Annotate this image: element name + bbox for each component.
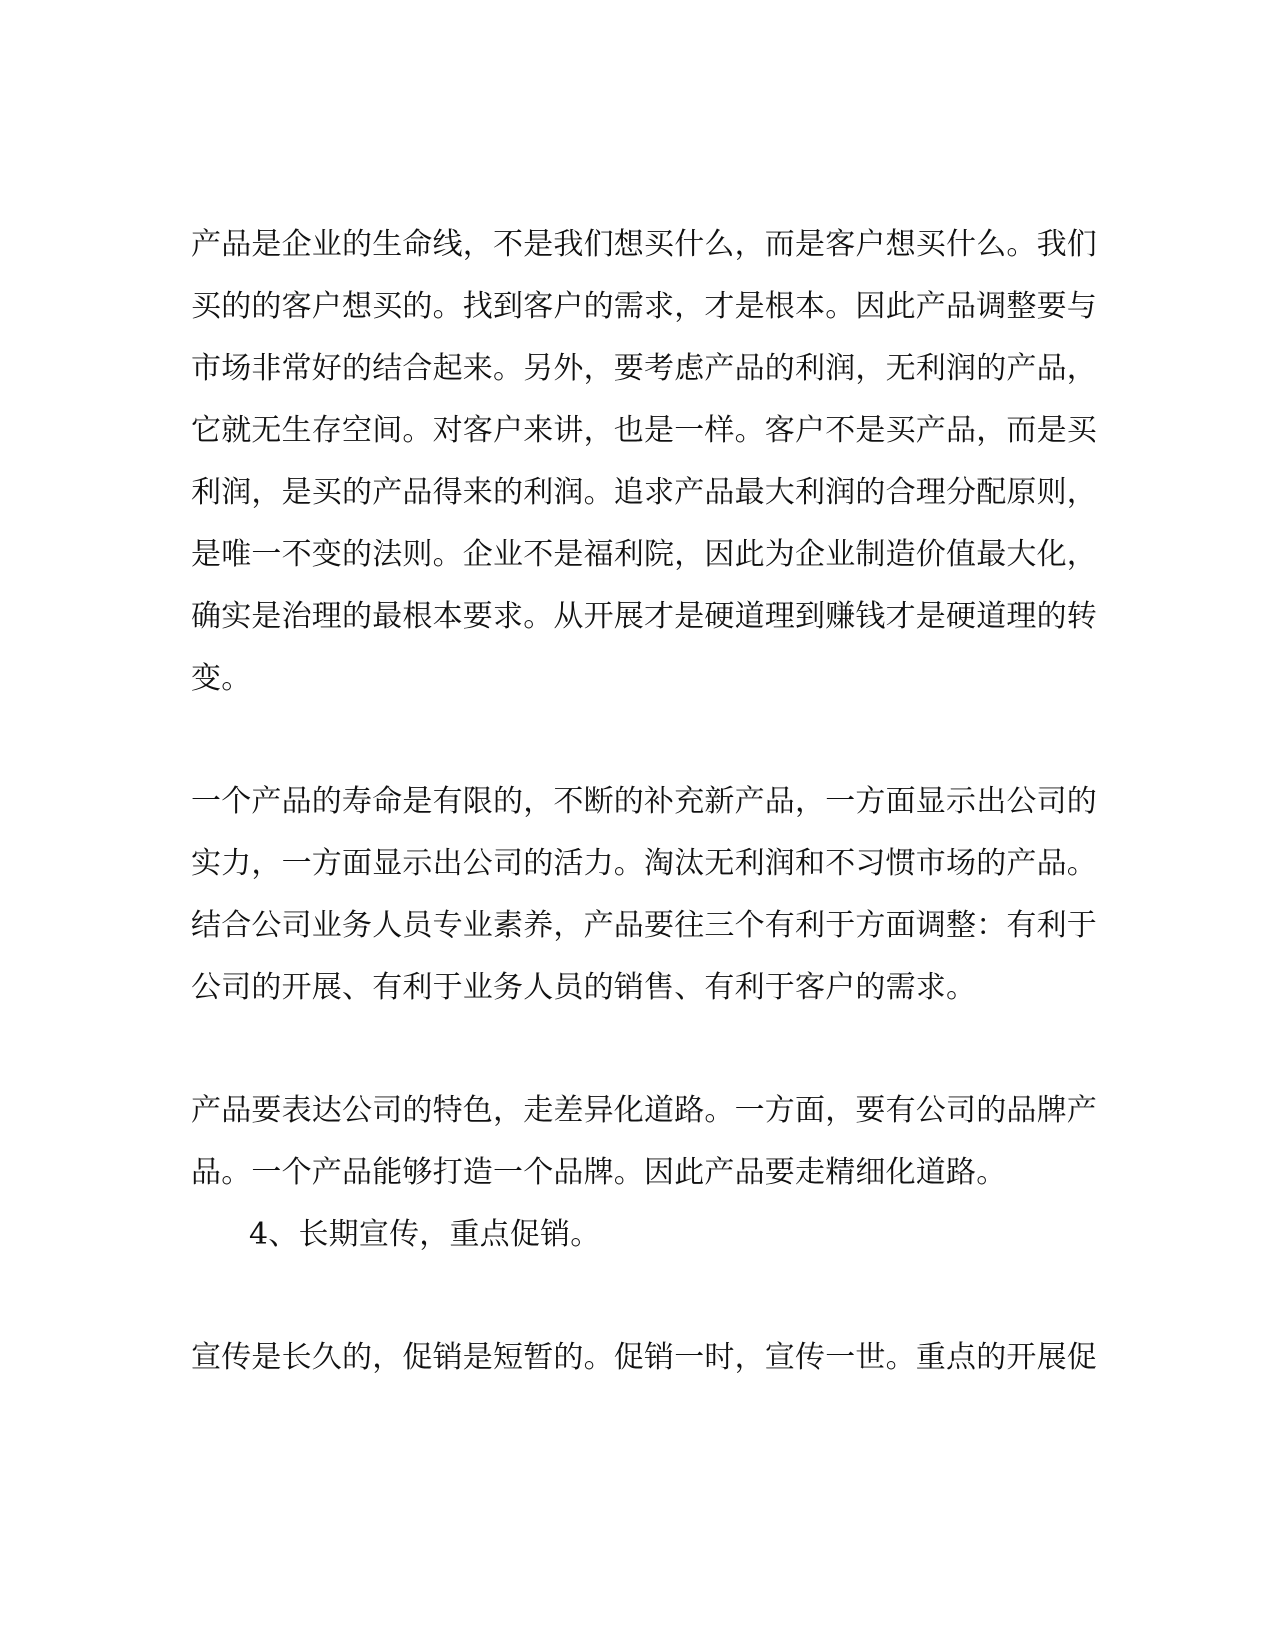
paragraph-3-line-1: 产品要表达公司的特色，走差异化道路。一方面，要有公司的品牌产 [191,1093,1097,1128]
paragraph-1-line-2: 买的的客户想买的。找到客户的需求，才是根本。因此产品调整要与 [191,289,1097,324]
paragraph-1-line-7: 确实是治理的最根本要求。从开展才是硬道理到赚钱才是硬道理的转 [191,599,1097,634]
paragraph-2-line-2: 实力，一方面显示出公司的活力。淘汰无利润和不习惯市场的产品。 [191,846,1097,881]
paragraph-1-line-1: 产品是企业的生命线，不是我们想买什么，而是客户想买什么。我们 [191,227,1097,262]
paragraph-3-line-2: 品。一个产品能够打造一个品牌。因此产品要走精细化道路。 [191,1155,1007,1190]
paragraph-1-line-4: 它就无生存空间。对客户来讲，也是一样。客户不是买产品，而是买 [191,413,1097,448]
paragraph-1-line-6: 是唯一不变的法则。企业不是福利院，因此为企业制造价值最大化， [191,537,1097,572]
paragraph-2-line-4: 公司的开展、有利于业务人员的销售、有利于客户的需求。 [191,970,977,1005]
paragraph-2-line-1: 一个产品的寿命是有限的，不断的补充新产品，一方面显示出公司的 [191,784,1097,819]
paragraph-1-line-8: 变。 [191,661,252,696]
paragraph-5-line-1: 宣传是长久的，促销是短暂的。促销一时，宣传一世。重点的开展促 [191,1340,1097,1375]
paragraph-1-line-5: 利润，是买的产品得来的利润。追求产品最大利润的合理分配原则， [191,475,1097,510]
paragraph-2-line-3: 结合公司业务人员专业素养，产品要往三个有利于方面调整：有利于 [191,908,1097,943]
section-heading: 4、长期宣传，重点促销。 [249,1217,601,1252]
paragraph-1-line-3: 市场非常好的结合起来。另外，要考虑产品的利润，无利润的产品， [191,351,1097,386]
